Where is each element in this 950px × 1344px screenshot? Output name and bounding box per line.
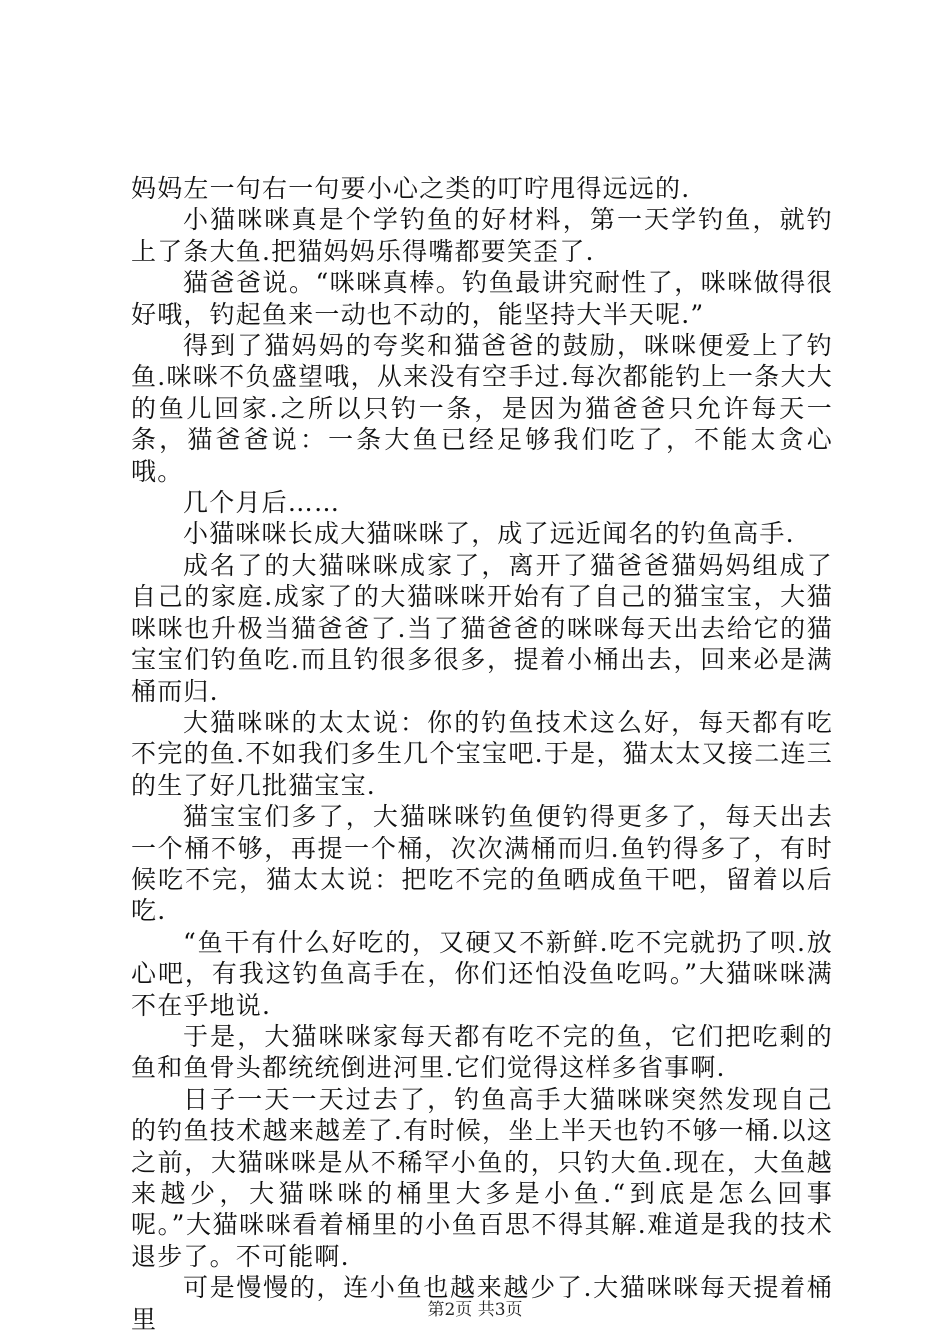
page-number-label: 第2页 共3页 bbox=[427, 1300, 523, 1320]
paragraph: 可是慢慢的，连小鱼也越来越少了.大猫咪咪每天提着桶里 bbox=[131, 1273, 833, 1334]
page-footer bbox=[0, 1300, 950, 1320]
paragraph: 猫爸爸说。“咪咪真棒。钓鱼最讲究耐性了，咪咪做得很好哦，钓起鱼来一动也不动的，能坚持大半天呢.” bbox=[131, 268, 833, 329]
paragraph: 于是，大猫咪咪家每天都有吃不完的鱼，它们把吃剩的鱼和鱼骨头都统统倒进河里.它们觉得这样多省事啊. bbox=[131, 1021, 833, 1083]
paragraph: 大猫咪咪的太太说：你的钓鱼技术这么好，每天都有吃不完的鱼.不如我们多生几个宝宝吧.于是，猫太太又接二连三的生了好几批猫宝宝. bbox=[131, 707, 833, 800]
paragraph: 得到了猫妈妈的夸奖和猫爸爸的鼓励，咪咪便爱上了钓鱼.咪咪不负盛望哦，从来没有空手过.每次都能钓上一条大大的鱼儿回家.之所以只钓一条，是因为猫爸爸只允许每天一条，猫爸爸说：一条大鱼已经足够我们吃了，不能太贪心哦。 bbox=[131, 331, 833, 486]
paragraph: 猫宝宝们多了，大猫咪咪钓鱼便钓得更多了，每天出去一个桶不够，再提一个桶，次次满桶而归.鱼钓得多了，有时候吃不完，猫太太说：把吃不完的鱼晒成鱼干吧，留着以后吃. bbox=[131, 802, 833, 926]
paragraph: 日子一天一天过去了，钓鱼高手大猫咪咪突然发现自己的钓鱼技术越来越差了.有时候，坐上半天也钓不够一桶.以这之前，大猫咪咪是从不稀罕小鱼的，只钓大鱼.现在，大鱼越来越少，大猫咪咪的桶里大多是小鱼.“到底是怎么回事呢。”大猫咪咪看着桶里的小鱼百思不得其解.难道是我的技术退步了。不可能啊. bbox=[131, 1084, 833, 1271]
paragraph: 几个月后…… bbox=[183, 488, 341, 518]
paragraph: 妈妈左一句右一句要小心之类的叮咛甩得远远的. bbox=[131, 174, 691, 203]
paragraph: 成名了的大猫咪咪成家了，离开了猫爸爸猫妈妈组成了自己的家庭.成家了的大猫咪咪开始有了自己的猫宝宝，大猫咪咪也升极当猫爸爸了.当了猫爸爸的咪咪每天出去给它的猫宝宝们钓鱼吃.而且钓很多很多，提着小桶出去，回来必是满桶而归. bbox=[131, 550, 833, 706]
paragraph: 小猫咪咪真是个学钓鱼的好材料，第一天学钓鱼，就钓上了条大鱼.把猫妈妈乐得嘴都要笑歪了. bbox=[131, 205, 833, 266]
paragraph: 小猫咪咪长成大猫咪咪了，成了远近闻名的钓鱼高手. bbox=[183, 519, 795, 549]
paragraph: “鱼干有什么好吃的，又硬又不新鲜.吃不完就扔了呗.放心吧，有我这钓鱼高手在，你们还怕没鱼吃吗。”大猫咪咪满不在乎地说. bbox=[131, 927, 833, 1020]
document-body bbox=[131, 173, 833, 1335]
